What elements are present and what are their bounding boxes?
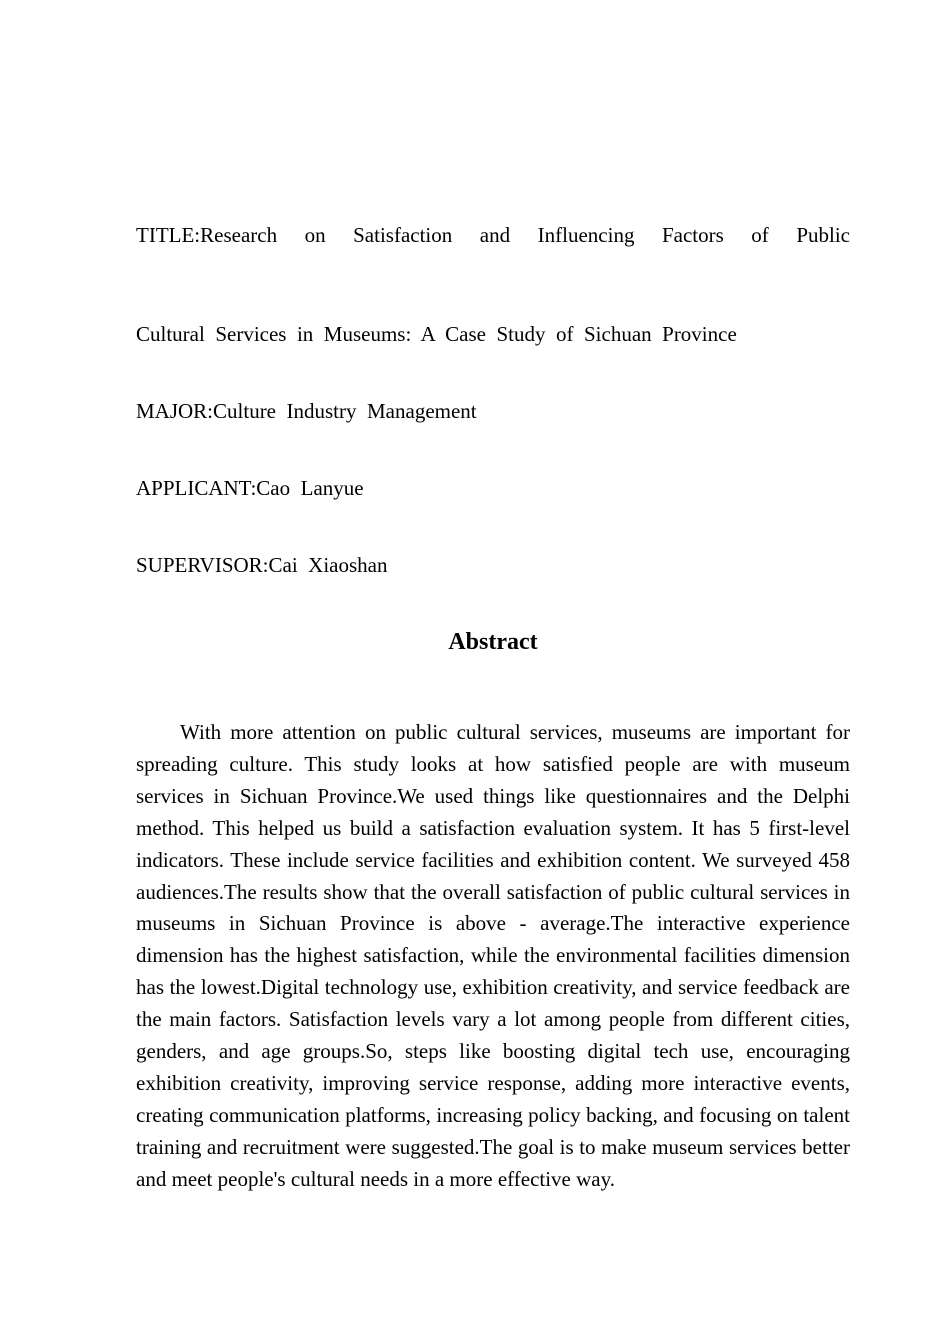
title-line-1 [136, 222, 850, 248]
title-word: of [751, 223, 769, 247]
title-word: Factors [661, 223, 724, 247]
title-line-2: Cultural Services in Museums: A Case Study of Sichuan Province [136, 322, 737, 346]
title-word: Public [796, 223, 850, 247]
abstract-heading: Abstract [448, 629, 538, 655]
title-word: and [479, 223, 511, 247]
abstract-body: With more attention on public cultural services, museums are important for spreading culture. This study looks at how satisfied people are with museum services in Sichuan Province.We used things like questionnaires and the Delphi method. This helped us build a satisfaction evaluation system. It has 5 first-level indicators. These include service facilities and exhibition content. We surveyed 458 audiences.The results show that the overall satisfaction of public cultural services in museums in Sichuan Province is above - average.The interactive experience dimension has the highest satisfaction, while the environmental facilities dimension has the lowest.Digital technology use, exhibition creativity, and service feedback are the main factors. Satisfaction levels vary a lot among people from different cities, genders, and age groups.So, steps like boosting digital tech use, encouraging exhibition creativity, improving service response, adding more interactive events, creating communication platforms, increasing policy backing, and focusing on talent training and recruitment were suggested.The goal is to make museum services better and meet people's cultural needs in a more effective way. [136, 720, 850, 1191]
applicant-line: APPLICANT:Cao Lanyue [136, 476, 364, 500]
major-line: MAJOR:Culture Industry Management [136, 399, 477, 423]
title-word: Satisfaction [353, 223, 453, 247]
title-word: Influencing [537, 223, 635, 247]
title-word: TITLE:Research [136, 223, 278, 247]
supervisor-line: SUPERVISOR:Cai Xiaoshan [136, 553, 388, 577]
title-word: on [304, 223, 326, 247]
